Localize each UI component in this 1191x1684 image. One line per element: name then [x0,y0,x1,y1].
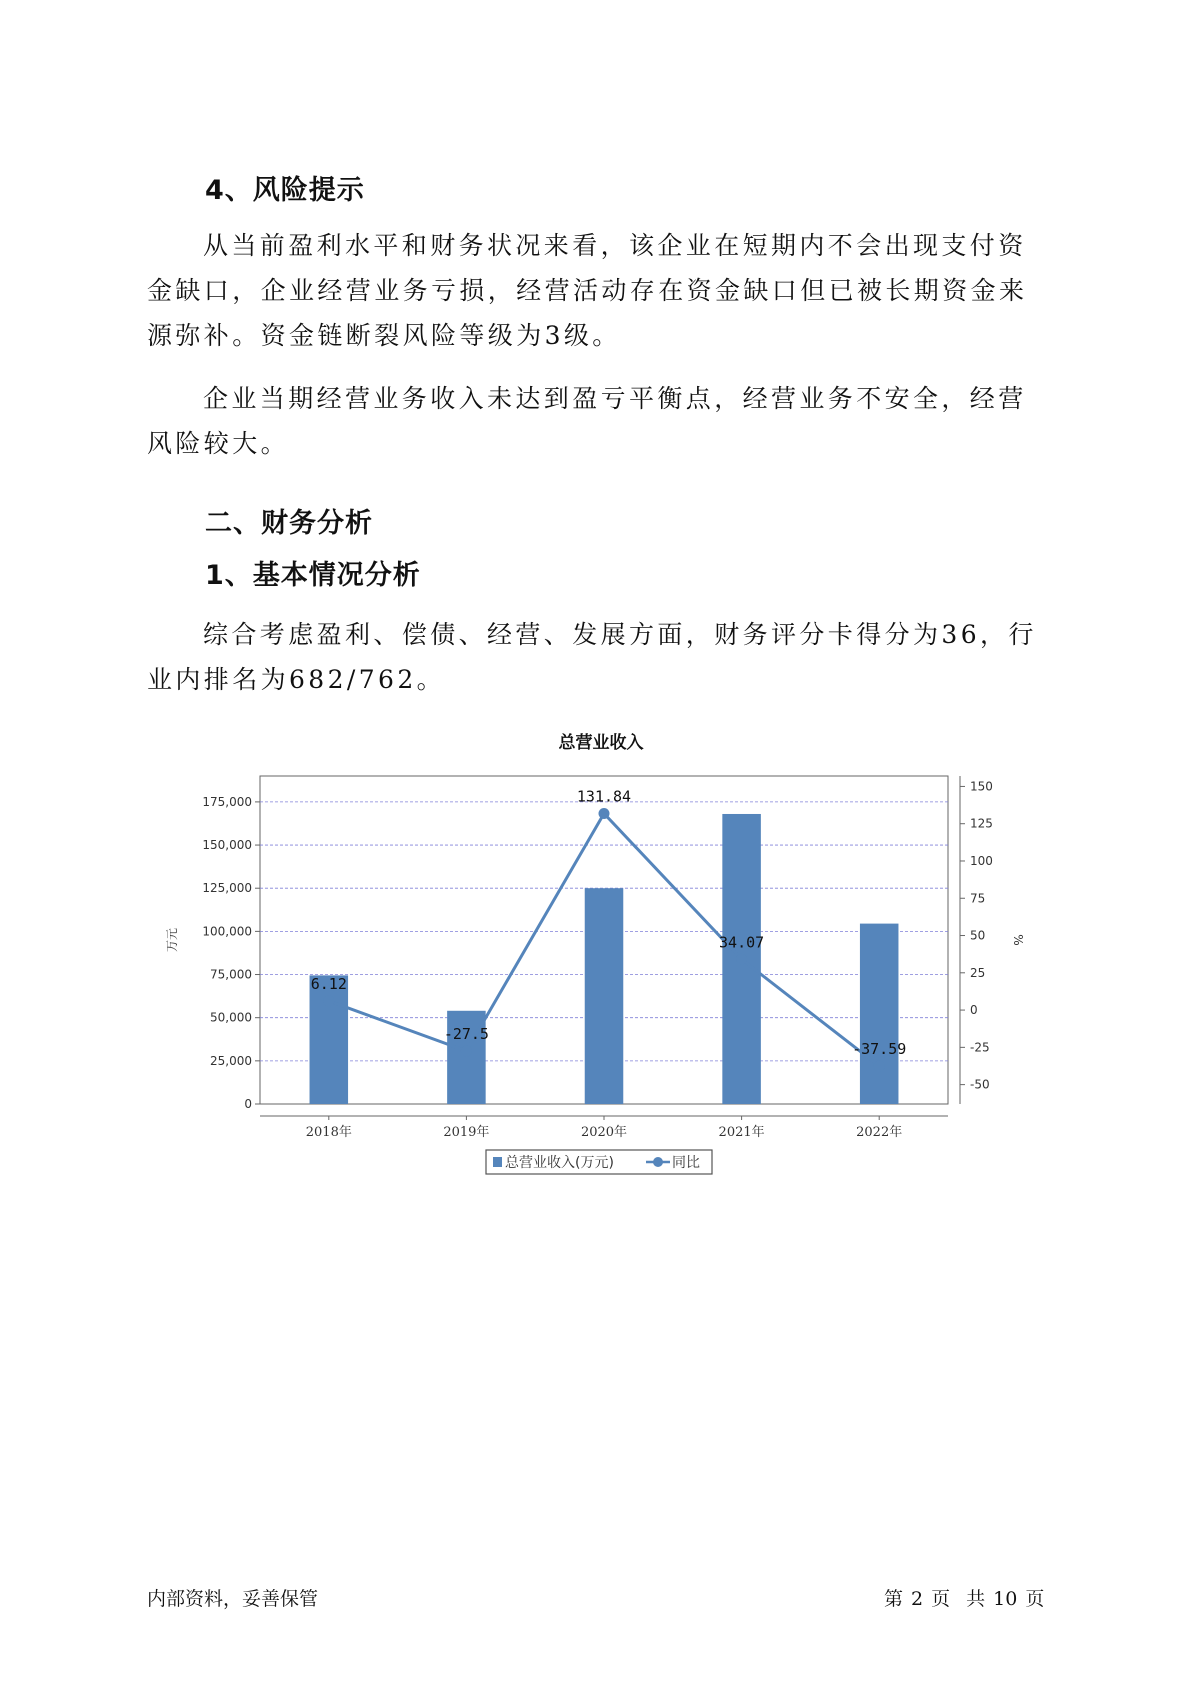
yoy-point [323,995,334,1006]
chart-title: 总营业收入 [558,733,644,753]
risk-paragraph-1: 从当前盈利水平和财务状况来看，该企业在短期内不会出现支付资金缺口，企业经营业务亏损，经营活动存在资金缺口但已被长期资金来源弥补。资金链断裂风险等级为3级。 [147,231,1028,350]
legend-item-yoy: 同比 [672,1155,700,1171]
risk-heading: 4、风险提示 [205,175,365,206]
basic-heading: 1、基本情况分析 [205,560,421,591]
revenue-bar [310,975,349,1104]
yoy-data-label: 6.12 [310,974,347,993]
yoy-point [461,1046,472,1057]
yoy-data-label: 34.07 [719,933,765,952]
revenue-chart [160,725,1040,1185]
y2-tick-label: 100 [970,853,993,868]
footer-page-info [884,1584,1044,1611]
yoy-data-label: 131.84 [576,787,632,806]
yoy-point [599,808,610,819]
footer-confidential: 内部资料，妥善保管 [147,1588,319,1610]
x-tick-label: 2018年 [305,1125,352,1140]
page-number: 2 [911,1588,924,1610]
page-label-suffix: 页 [931,1588,951,1610]
y2-axis-label: % [1011,934,1025,946]
total-pages: 10 [993,1588,1018,1610]
x-tick-label: 2022年 [856,1125,903,1140]
chart-legend [486,1150,712,1174]
y2-tick-label: 75 [970,891,986,906]
y-tick-label: 100,000 [202,924,252,939]
y-tick-label: 75,000 [210,967,252,982]
yoy-point [874,1061,885,1072]
basic-paragraph: 综合考虑盈利、偿债、经营、发展方面，财务评分卡得分为36，行业内排名为682/762。 [147,620,1037,694]
revenue-bar [585,888,624,1104]
y-tick-label: 50,000 [210,1010,252,1025]
y-axis-label: 万元 [165,927,179,953]
revenue-bar [860,924,899,1104]
y-tick-label: 125,000 [202,881,252,896]
yoy-data-label: -27.5 [443,1025,489,1044]
total-prefix: 共 [966,1588,986,1610]
y-tick-label: 0 [244,1097,252,1111]
yoy-data-label: -37.59 [852,1040,907,1059]
y2-tick-label: 125 [970,816,993,831]
y-tick-label: 150,000 [202,838,252,853]
x-tick-label: 2019年 [443,1125,490,1140]
y2-tick-label: 0 [970,1003,978,1018]
y2-tick-label: 25 [970,965,986,980]
legend-marker-swatch [653,1157,663,1167]
legend-bar-swatch [493,1157,502,1167]
page-label-prefix: 第 [884,1588,904,1610]
legend-item-revenue: 总营业收入(万元) [505,1155,614,1171]
total-suffix: 页 [1025,1588,1045,1610]
y2-tick-label: 150 [970,779,993,794]
risk-paragraph-2: 企业当期经营业务收入未达到盈亏平衡点，经营业务不安全，经营风险较大。 [147,384,1027,458]
x-tick-label: 2021年 [718,1125,765,1140]
x-tick-label: 2020年 [580,1125,628,1140]
y-tick-label: 175,000 [202,794,252,809]
y2-tick-label: 50 [970,928,986,943]
finance-heading: 二、财务分析 [205,508,373,539]
y2-tick-label: -25 [970,1040,990,1055]
y-tick-label: 25,000 [210,1053,252,1068]
yoy-point [736,954,747,965]
y2-tick-label: -50 [970,1077,990,1092]
